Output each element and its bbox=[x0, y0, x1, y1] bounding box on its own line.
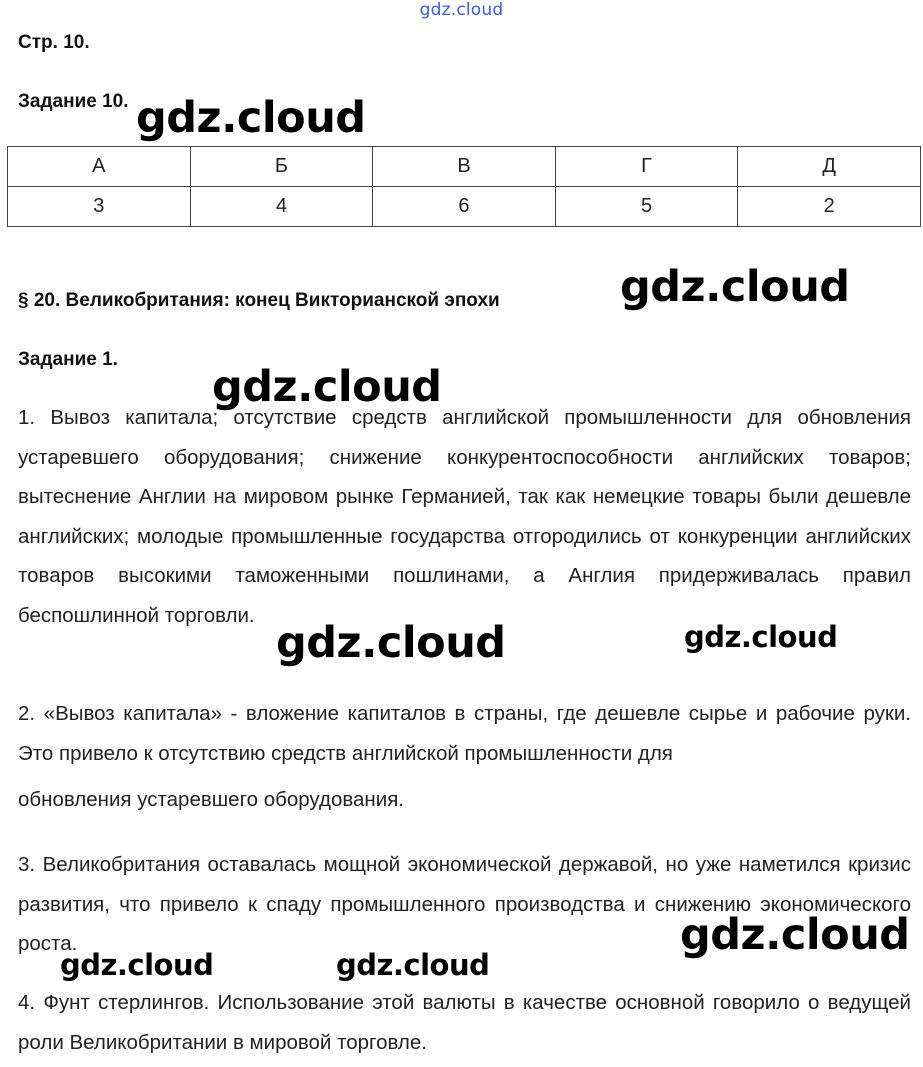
watermark: gdz.cloud bbox=[620, 262, 850, 312]
task-10-title: Задание 10. bbox=[18, 91, 129, 112]
table-header-cell: Д bbox=[738, 147, 921, 187]
table-cell: 3 bbox=[8, 187, 191, 227]
table-header-cell: Б bbox=[190, 147, 373, 187]
section-title: § 20. Великобритания: конец Викторианской эпохи bbox=[18, 290, 500, 311]
watermark: gdz.cloud bbox=[336, 948, 490, 982]
table-header-cell: Г bbox=[555, 147, 738, 187]
page-label: Стр. 10. bbox=[18, 32, 90, 53]
table-cell: 6 bbox=[373, 187, 556, 227]
table-header-row bbox=[8, 147, 921, 187]
watermark: gdz.cloud bbox=[680, 910, 910, 960]
answer-paragraph-2: 2. «Вывоз капитала» - вложение капиталов в страны, где дешевле сырье и рабочие руки. Это привело к отсутствию средств английской промышленности для bbox=[18, 702, 911, 765]
answer-table bbox=[7, 146, 921, 227]
table-header-cell: В bbox=[373, 147, 556, 187]
table-cell: 4 bbox=[190, 187, 373, 227]
answer-paragraph-2-end: обновления устаревшего оборудования. bbox=[18, 788, 404, 811]
table-header-cell: А bbox=[8, 147, 191, 187]
watermark: gdz.cloud bbox=[212, 362, 442, 412]
table-row bbox=[8, 187, 921, 227]
answer-paragraph-4: 4. Фунт стерлингов. Использование этой валюты в качестве основной говорило о ведущей роли Великобритании в мировой торговле. bbox=[18, 991, 911, 1054]
answer-paragraph-1: 1. Вывоз капитала; отсутствие средств английской промышленности для обновления устаревшего оборудования; снижение конкурентоспособности английских товаров; вытеснение Англии на мировом рынке Германией, так как немецкие товары были дешевле английских; молодые промышленные государства отгородились от конкуренции английских товаров высокими таможенными пошлинами, а Англия придерживалась правил беспошлинной торговли. bbox=[18, 406, 911, 627]
task-1-title: Задание 1. bbox=[18, 349, 118, 370]
watermark: gdz.cloud bbox=[136, 93, 366, 143]
watermark: gdz.cloud bbox=[684, 620, 838, 654]
watermark: gdz.cloud bbox=[276, 618, 506, 668]
table-cell: 2 bbox=[738, 187, 921, 227]
top-watermark: gdz.cloud bbox=[419, 0, 504, 20]
answer-paragraph-3: 3. Великобритания оставалась мощной экономической державой, но уже наметился кризис развития, что привело к спаду промышленного производства и снижению экономического роста. bbox=[18, 853, 911, 955]
watermark: gdz.cloud bbox=[60, 948, 214, 982]
table-cell: 5 bbox=[555, 187, 738, 227]
